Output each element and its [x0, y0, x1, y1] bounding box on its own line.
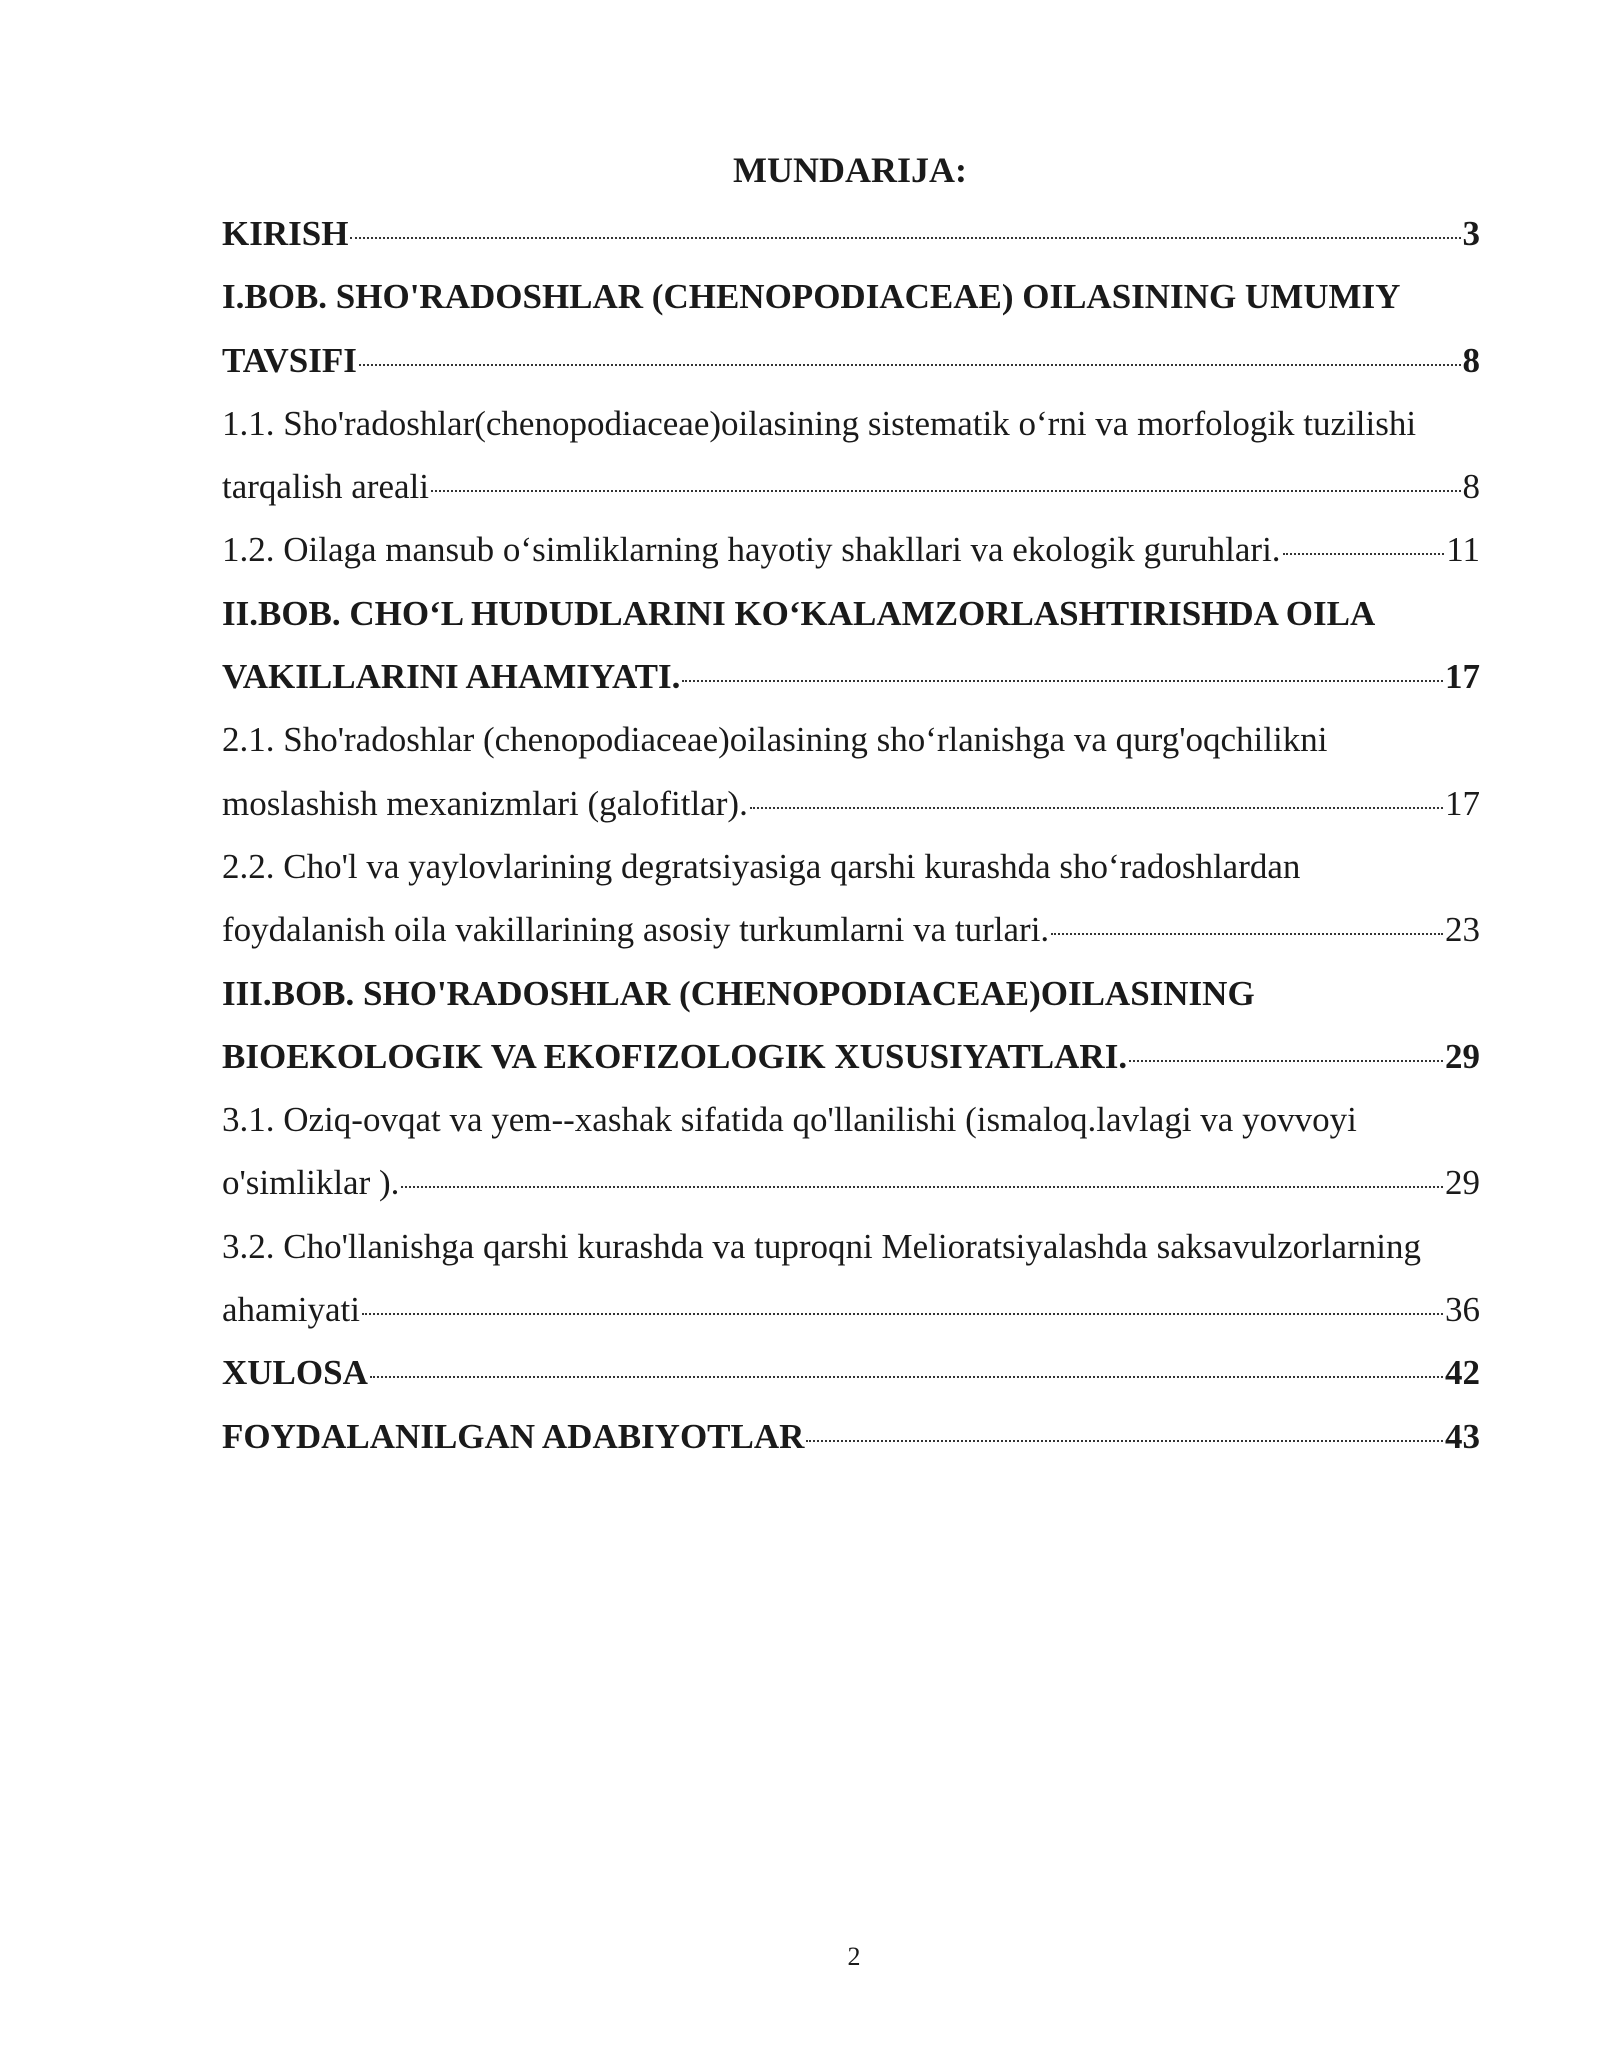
toc-entry-chapter-3[interactable]: [222, 1025, 1480, 1088]
dot-leader: [1129, 1060, 1443, 1062]
toc-entry-text: 3.2. Cho'llanishga qarshi kurashda va tuproqni Melioratsiyalashda saksavulzorlarning: [222, 1226, 1421, 1266]
toc-entry-text: 1.1. Sho'radoshlar(chenopodiaceae)oilasining sistematik oʻrni va morfologik tuzilishi: [222, 403, 1417, 443]
toc-entry-text: 3.1. Oziq-ovqat va yem--xashak sifatida qo'llanilishi (ismaloq.lavlagi va yovvoyi: [222, 1100, 1357, 1140]
page-title: MUNDARIJA:: [733, 150, 967, 190]
dot-leader: [682, 680, 1443, 682]
toc-entry-text: 1.2. Oilaga mansub oʻsimliklarning hayotiy shakllari va ekologik guruhlari.: [222, 530, 1281, 570]
toc-entry-text: FOYDALANILGAN ADABIYOTLAR: [222, 1416, 805, 1456]
toc-page-number: 36: [1445, 1290, 1480, 1330]
dot-leader: [350, 237, 1460, 239]
dot-leader: [370, 1376, 1443, 1378]
dot-leader: [806, 1440, 1443, 1442]
toc-page-number: 3: [1462, 214, 1480, 253]
dot-leader: [431, 490, 1461, 492]
toc-entry-text: o'simliklar ).: [222, 1163, 400, 1203]
toc-entry-section-2-1[interactable]: [222, 772, 1480, 835]
toc-entry-section-1-1-line1[interactable]: [222, 392, 1480, 455]
toc-entry-text: BIOEKOLOGIK VA EKOFIZOLOGIK XUSUSIYATLARI.: [222, 1036, 1128, 1076]
toc-page-number: 8: [1462, 467, 1480, 507]
table-of-contents: [222, 202, 1480, 1468]
toc-entry-text: ahamiyati: [222, 1290, 361, 1330]
toc-entry-section-1-1[interactable]: [222, 455, 1480, 518]
toc-entry-chapter-2-line1[interactable]: [222, 582, 1480, 645]
toc-entry-chapter-1-line1[interactable]: [222, 265, 1480, 328]
toc-entry-text: KIRISH: [222, 214, 349, 253]
toc-entry-section-3-1-line1[interactable]: [222, 1088, 1480, 1151]
toc-page-number: 29: [1445, 1163, 1480, 1203]
toc-entry-chapter-2[interactable]: [222, 645, 1480, 708]
toc-entry-section-2-2-line1[interactable]: [222, 835, 1480, 898]
toc-page-number: 8: [1462, 340, 1480, 380]
toc-entry-text: VAKILLARINI AHAMIYATI.: [222, 657, 681, 697]
toc-entry-text: I.BOB. SHO'RADOSHLAR (CHENOPODIACEAE) OILASINING UMUMIY: [222, 277, 1401, 317]
dot-leader: [401, 1186, 1443, 1188]
dot-leader: [362, 1313, 1443, 1315]
toc-page-number: 23: [1445, 910, 1480, 950]
toc-page-number: 42: [1445, 1353, 1480, 1393]
toc-entry-section-3-1[interactable]: [222, 1151, 1480, 1214]
dot-leader: [1283, 553, 1445, 555]
dot-leader: [750, 807, 1443, 809]
toc-page-number: 29: [1445, 1036, 1480, 1076]
toc-entry-xulosa[interactable]: [222, 1341, 1480, 1404]
toc-entry-kirish[interactable]: [222, 202, 1480, 265]
page-number: 2: [847, 1942, 861, 1971]
toc-entry-section-1-2[interactable]: [222, 518, 1480, 581]
toc-page-number: 17: [1445, 657, 1480, 697]
toc-entry-text: III.BOB. SHO'RADOSHLAR (CHENOPODIACEAE)OILASINING: [222, 973, 1255, 1013]
toc-entry-text: 2.1. Sho'radoshlar (chenopodiaceae)oilasining shoʻrlanishga va qurg'oqchilikni: [222, 720, 1328, 760]
toc-entry-text: 2.2. Cho'l va yaylovlarining degratsiyasiga qarshi kurashda shoʻradoshlardan: [222, 846, 1301, 886]
toc-entry-section-3-2[interactable]: [222, 1278, 1480, 1341]
toc-entry-text: foydalanish oila vakillarining asosiy turkumlarni va turlari.: [222, 910, 1050, 950]
toc-entry-section-2-2[interactable]: [222, 898, 1480, 961]
toc-entry-chapter-1[interactable]: [222, 329, 1480, 392]
toc-page-number: 11: [1446, 530, 1480, 570]
toc-entry-text: XULOSA: [222, 1353, 368, 1393]
toc-entry-section-2-1-line1[interactable]: [222, 708, 1480, 771]
toc-entry-text: TAVSIFI: [222, 340, 357, 380]
toc-entry-text: tarqalish areali: [222, 467, 429, 507]
dot-leader: [359, 364, 1461, 366]
toc-page-number: 17: [1445, 783, 1480, 823]
toc-entry-references[interactable]: [222, 1405, 1480, 1468]
toc-entry-section-3-2-line1[interactable]: [222, 1215, 1480, 1278]
toc-entry-text: moslashish mexanizmlari (galofitlar).: [222, 783, 748, 823]
toc-page-number: 43: [1445, 1416, 1480, 1456]
toc-entry-chapter-3-line1[interactable]: [222, 962, 1480, 1025]
toc-entry-text: II.BOB. CHOʻL HUDUDLARINI KOʻKALAMZORLASHTIRISHDA OILA: [222, 593, 1376, 633]
dot-leader: [1051, 933, 1443, 935]
